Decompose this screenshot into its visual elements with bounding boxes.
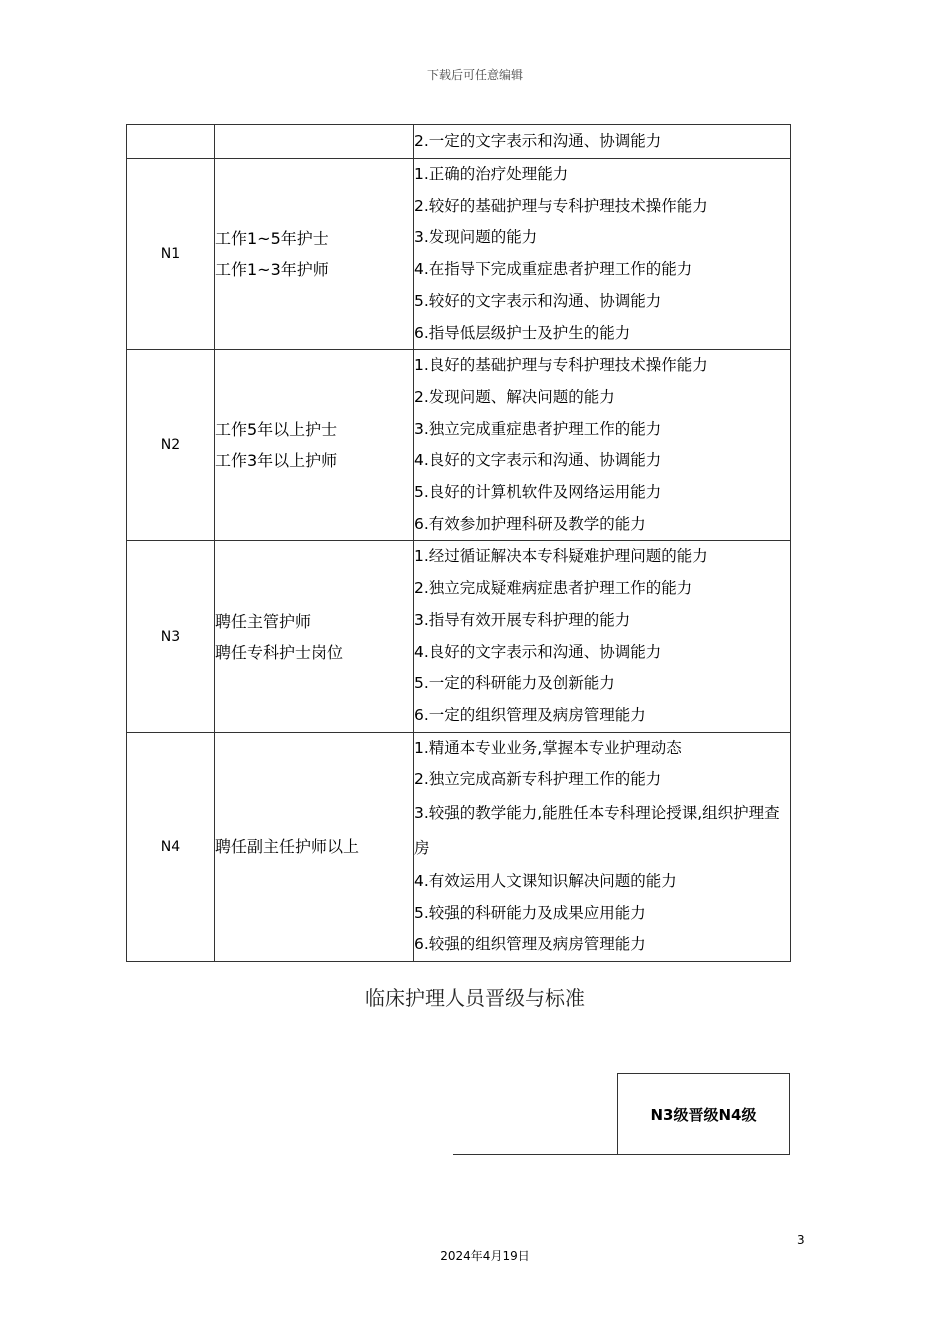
requirements-cell (414, 159, 791, 350)
requirement-item: 2.较好的基础护理与专科护理技术操作能力 (414, 196, 708, 215)
table-row (127, 732, 791, 962)
requirement-item: 4.良好的文字表示和沟通、协调能力 (414, 451, 662, 470)
requirement-item: 2.独立完成疑难病症患者护理工作的能力 (414, 579, 693, 598)
page-footer-date: 2024年4月19日 (440, 1249, 530, 1263)
requirement-item: 6.一定的组织管理及病房管理能力 (414, 705, 646, 724)
page-header: 下载后可任意编辑 (426, 68, 523, 82)
requirement-item: 5.较好的文字表示和沟通、协调能力 (414, 291, 662, 310)
table-row (127, 159, 791, 350)
requirements-cell (414, 732, 791, 962)
section-title: 临床护理人员晋级与标准 (365, 986, 585, 1010)
nurse-level-table (126, 124, 791, 962)
requirement-item: 2.独立完成高新专科护理工作的能力 (414, 770, 662, 789)
table-row (127, 125, 791, 159)
requirement-item: 6.较强的组织管理及病房管理能力 (414, 935, 646, 954)
promotion-box: N3级晋级N4级 (617, 1073, 790, 1154)
condition-cell (215, 732, 414, 962)
level-label: N1 (160, 246, 181, 263)
condition-cell (215, 350, 414, 541)
requirement-item: 4.有效运用人文课知识解决问题的能力 (414, 872, 677, 891)
requirement-item: 5.一定的科研能力及创新能力 (414, 674, 615, 693)
requirement-item: 6.有效参加护理科研及教学的能力 (414, 514, 646, 533)
requirement-item: 1.良好的基础护理与专科护理技术操作能力 (414, 356, 708, 375)
requirement-item: 4.良好的文字表示和沟通、协调能力 (414, 642, 662, 661)
condition-line: 聘任专科护士岗位 (215, 642, 344, 662)
level-cell (127, 125, 215, 159)
condition-line: 聘任副主任护师以上 (215, 837, 360, 857)
requirement-item: 2.发现问题、解决问题的能力 (414, 387, 615, 406)
table-row (127, 541, 791, 732)
requirement-item: 3.发现问题的能力 (414, 228, 538, 247)
page-number: 3 (797, 1233, 805, 1247)
condition-cell (215, 541, 414, 732)
requirement-item: 1.精通本专业业务,掌握本专业护理动态 (414, 738, 682, 757)
requirement-item: 3.指导有效开展专科护理的能力 (414, 610, 631, 629)
level-cell (127, 159, 215, 350)
table-row (127, 350, 791, 541)
condition-line: 工作1~5年护士 (215, 229, 329, 249)
level-label: N4 (160, 838, 181, 855)
requirement-item: 5.较强的科研能力及成果应用能力 (414, 903, 646, 922)
requirement-item: 6.指导低层级护士及护生的能力 (414, 323, 631, 342)
requirement-item: 1.经过循证解决本专科疑难护理问题的能力 (414, 547, 708, 566)
condition-line: 工作1~3年护师 (215, 260, 329, 280)
level-label: N2 (160, 437, 181, 454)
condition-cell (215, 159, 414, 350)
requirement-item: 1.正确的治疗处理能力 (414, 165, 569, 183)
level-cell (127, 732, 215, 962)
requirements-cell (414, 541, 791, 732)
table-bottom-rule (453, 1154, 790, 1155)
condition-line: 聘任主管护师 (215, 611, 312, 631)
requirement-item: 4.在指导下完成重症患者护理工作的能力 (414, 260, 693, 279)
table-body (127, 125, 791, 962)
level-cell (127, 350, 215, 541)
requirements-cell (414, 350, 791, 541)
requirement-item: 2.一定的文字表示和沟通、协调能力 (414, 131, 662, 150)
requirement-item: 5.良好的计算机软件及网络运用能力 (414, 483, 662, 502)
level-label: N3 (160, 628, 181, 645)
requirements-cell (414, 125, 791, 159)
requirement-item: 3.较强的教学能力,能胜任本专科理论授课,组织护理查房 (414, 804, 780, 858)
condition-line: 工作5年以上护士 (215, 420, 338, 440)
requirement-item: 3.独立完成重症患者护理工作的能力 (414, 419, 662, 438)
condition-line: 工作3年以上护师 (215, 451, 338, 471)
condition-cell (215, 125, 414, 159)
level-cell (127, 541, 215, 732)
